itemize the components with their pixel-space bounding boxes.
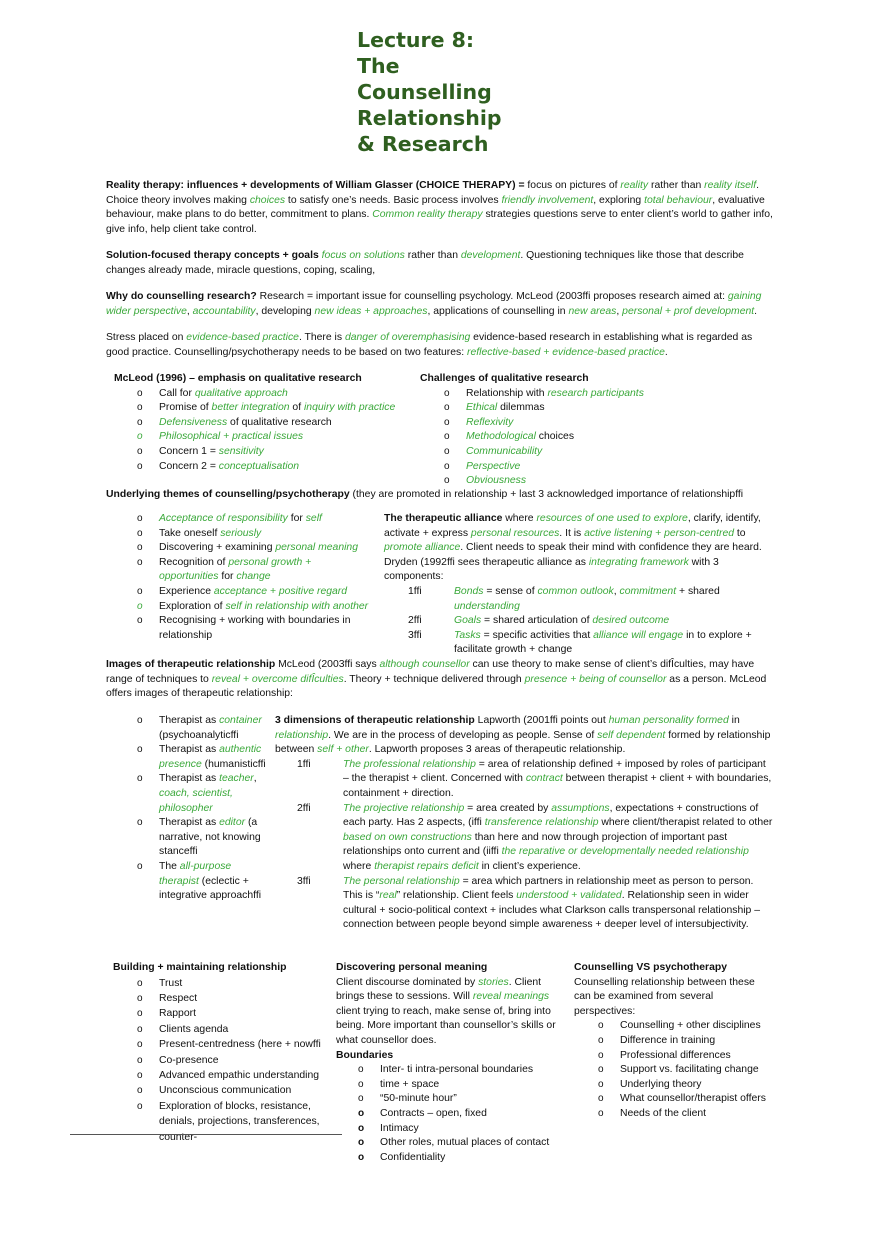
list-item: o Contracts – open, fixed bbox=[358, 1107, 562, 1122]
challenges-section bbox=[420, 372, 720, 489]
list-item: o Professional differences bbox=[598, 1049, 774, 1064]
list-item: o Support vs. facilitating change bbox=[598, 1063, 774, 1078]
building-heading: Building + maintaining relationship bbox=[113, 962, 287, 973]
list-item: o Other roles, mutual places of contact bbox=[358, 1136, 562, 1151]
list-item: o Relationship with research participants bbox=[444, 387, 720, 402]
images-paragraph: Images of therapeutic relationship McLeod (2003ffi says although counsellor can use theory to make sense of client’s difÎculties, may have range of techniques to reveal + overcome difÎculties. Theory + technique delivered through presence + being of counsellor as a person. McLeod offers images of therapeutic relationship: bbox=[106, 659, 767, 700]
list-item: o Call for qualitative approach bbox=[137, 387, 414, 402]
list-item: o Methodological choices bbox=[444, 430, 720, 445]
list-item: o Obviousness bbox=[444, 474, 720, 489]
list-item: o The all-purpose therapist (eclectic + integrative approachffi bbox=[137, 860, 267, 904]
list-item: o Inter- ti intra-personal boundaries bbox=[358, 1063, 562, 1078]
list-item: o Communicability bbox=[444, 445, 720, 460]
page-title: Lecture 8: The Counselling Relationship & Research bbox=[357, 28, 502, 156]
dimensions-section bbox=[275, 714, 773, 933]
list-item: o Therapist as container (psychoanalyticffi bbox=[137, 714, 267, 743]
list-item: o Underlying theory bbox=[598, 1078, 774, 1093]
list-item: o Ethical dilemmas bbox=[444, 401, 720, 416]
list-item: o Advanced empathic understanding bbox=[137, 1068, 328, 1083]
counselling-vs-paragraph: Counselling relationship between these can be examined from several perspectives: bbox=[574, 976, 755, 1017]
alliance-section bbox=[384, 512, 768, 658]
divider bbox=[70, 1134, 342, 1135]
themes-list bbox=[137, 512, 369, 643]
meaning-heading: Discovering personal meaning bbox=[336, 962, 488, 973]
list-item: o Therapist as teacher, coach, scientist, philosopher bbox=[137, 772, 267, 816]
why-research-paragraph: Why do counselling research? Research = important issue for counselling psychology. McLeod (2003ffi proposes research aimed at: gaining wider perspective, accountability, developing new ideas + approaches, applications of counselling in new areas, personal + prof development. bbox=[106, 291, 762, 317]
building-section bbox=[113, 961, 328, 1145]
list-item: o Recognition of personal growth + opportunities for change bbox=[137, 556, 369, 585]
list-item: o Rapport bbox=[137, 1006, 328, 1021]
list-item: o Intimacy bbox=[358, 1122, 562, 1137]
list-item: o Therapist as authentic presence (humanisticffi bbox=[137, 743, 267, 772]
themes-heading: Underlying themes of counselling/psychotherapy (they are promoted in relationship + last 3 acknowledged importance of relationshipffi bbox=[106, 489, 744, 500]
counselling-vs-section bbox=[574, 961, 774, 1122]
list-item: o “50-minute hour” bbox=[358, 1092, 562, 1107]
list-item: o Unconscious communication bbox=[137, 1083, 328, 1098]
reality-therapy-paragraph: Reality therapy: influences + developments of William Glasser (CHOICE THERAPY) = focus on pictures of reality rather than reality itself. Choice theory involves making choices to satisfy one’s needs. Basic process involves friendly involvement, exploring total behaviour, evaluative behaviour, make plans to do better, commitment to plans. Common reality therapy strategies questions serve to enter client’s world to gather info, give info, help client take control. bbox=[106, 180, 773, 235]
list-item: o Perspective bbox=[444, 460, 720, 475]
mcleod-heading: McLeod (1996) – emphasis on qualitative research bbox=[114, 373, 362, 384]
mcleod-section bbox=[114, 372, 414, 474]
list-item: o Clients agenda bbox=[137, 1022, 328, 1037]
challenges-heading: Challenges of qualitative research bbox=[420, 373, 589, 384]
list-item: o Defensiveness of qualitative research bbox=[137, 416, 414, 431]
list-item: o Acceptance of responsibility for self bbox=[137, 512, 369, 527]
images-list bbox=[137, 714, 267, 904]
list-item: 1ffi The professional relationship = area of relationship defined + imposed by roles of participant – the therapist + client. Concerned with contract between therapist + client + with boundaries, containment + direction. bbox=[297, 758, 772, 799]
meaning-section bbox=[336, 961, 562, 1165]
counselling-vs-heading: Counselling VS psychotherapy bbox=[574, 962, 728, 973]
list-item: o Therapist as editor (a narrative, not knowing stanceffi bbox=[137, 816, 267, 860]
list-item: o Concern 1 = sensitivity bbox=[137, 445, 414, 460]
list-item: o Exploration of self in relationship with another bbox=[137, 600, 369, 615]
meaning-paragraph: Client discourse dominated by stories. Client brings these to sessions. Will reveal meanings client trying to reach, make sense of, bring into being. More important than counsellor’s skills or what counsellor does. bbox=[336, 976, 556, 1046]
list-item: o Counselling + other disciplines bbox=[598, 1019, 774, 1034]
list-item: o Promise of better integration of inquiry with practice bbox=[137, 401, 414, 416]
list-item: o Concern 2 = conceptualisation bbox=[137, 460, 414, 475]
list-item: o Respect bbox=[137, 991, 328, 1006]
list-item: o Take oneself seriously bbox=[137, 527, 369, 542]
solution-focused-paragraph: Solution-focused therapy concepts + goals focus on solutions rather than development. Questioning techniques like those that describe changes already made, miracle questions, coping, scaling, bbox=[106, 250, 744, 276]
list-item: o Trust bbox=[137, 976, 328, 991]
list-item: o Exploration of blocks, resistance, denials, projections, transferences, counter- bbox=[137, 1099, 328, 1145]
list-item: o Co-presence bbox=[137, 1053, 328, 1068]
list-item: o Reflexivity bbox=[444, 416, 720, 431]
stress-paragraph: Stress placed on evidence-based practice. There is danger of overemphasising evidence-based research in establishing what is regarded as good practice. Counselling/psychotherapy needs to be based on two features: reflective-based + evidence-based practice. bbox=[106, 332, 753, 358]
list-item: 2ffi Goals = shared articulation of desired outcome bbox=[408, 615, 670, 627]
list-item: o Difference in training bbox=[598, 1034, 774, 1049]
alliance-paragraph: The therapeutic alliance where resources of one used to explore, clarify, identify, activate + express personal resources. It is active listening + person-centred to promote alliance. Client needs to speak their mind with confidence they are heard. Dryden (1992ffi sees therapeutic alliance as integrating framework with 3 components: bbox=[384, 513, 762, 583]
list-item: o time + space bbox=[358, 1078, 562, 1093]
list-item: o Confidentiality bbox=[358, 1151, 562, 1166]
list-item: 3ffi The personal relationship = area which partners in relationship meet as person to person. This is “real” relationship. Client feels understood + validated. Relationship seen in wider cultural + socio-political context + includes what Clarkson calls transpersonal relationship – connection between people beyond simple awareness + deeper level of intersubjectivity. bbox=[297, 875, 760, 931]
list-item: o Present-centredness (here + nowffi bbox=[137, 1037, 328, 1052]
list-item: o Recognising + working with boundaries in relationship bbox=[137, 614, 369, 643]
list-item: o Experience acceptance + positive regard bbox=[137, 585, 369, 600]
list-item: 3ffi Tasks = specific activities that alliance will engage in to explore + facilitate growth + change bbox=[408, 629, 752, 656]
list-item: o Needs of the client bbox=[598, 1107, 774, 1122]
list-item: o What counsellor/therapist offers bbox=[598, 1092, 774, 1107]
boundaries-heading: Boundaries bbox=[336, 1049, 394, 1061]
dimensions-paragraph: 3 dimensions of therapeutic relationship Lapworth (2001ffi points out human personality formed in relationship. We are in the process of developing as people. Sense of self dependent formed by relationship between self + other. Lapworth proposes 3 areas of therapeutic relationship. bbox=[275, 715, 771, 756]
list-item: o Philosophical + practical issues bbox=[137, 430, 414, 445]
list-item: o Discovering + examining personal meaning bbox=[137, 541, 369, 556]
list-item: 1ffi Bonds = sense of common outlook, commitment + shared understanding bbox=[408, 585, 720, 612]
list-item: 2ffi The projective relationship = area created by assumptions, expectations + constructions of each party. Has 2 aspects, (iffi transference relationship where client/therapist related to other based on own constructions than here and now through projection of important past relationships onto current and (iiffi the reparative or developmentally needed relationship where therapist repairs deficit in client’s experience. bbox=[297, 802, 773, 872]
